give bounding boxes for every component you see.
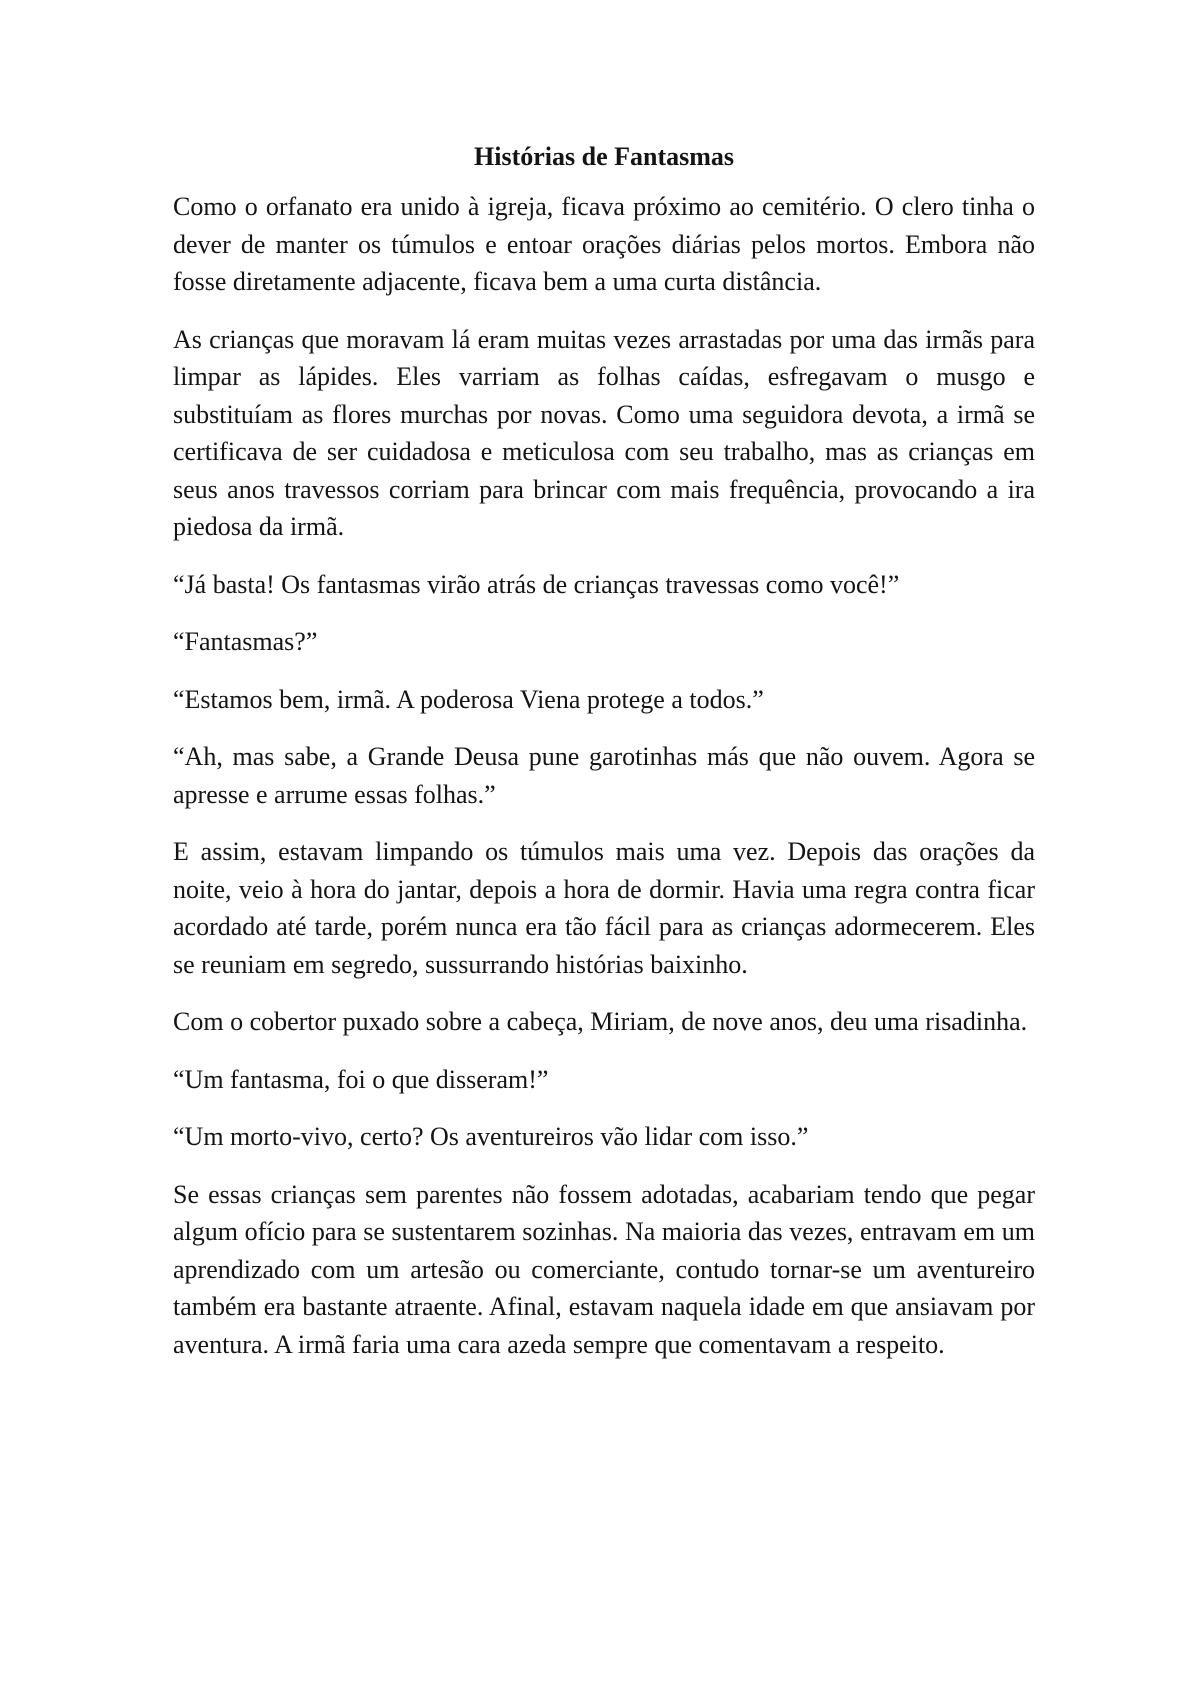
paragraph-8: Com o cobertor puxado sobre a cabeça, Miriam, de nove anos, deu uma risadinha.	[173, 1007, 1028, 1036]
paragraph-6: “Ah, mas sabe, a Grande Deusa pune garotinhas más que não ouvem. Agora se apresse e arrume essas folhas.”	[173, 742, 1035, 809]
paragraph-7: E assim, estavam limpando os túmulos mais uma vez. Depois das orações da noite, veio à hora do jantar, depois a hora de dormir. Havia uma regra contra ficar acordado até tarde, porém nunca era tão fácil para as crianças adormecerem. Eles se reuniam em segredo, sussurrando histórias baixinho.	[173, 837, 1035, 979]
paragraph-5: “Estamos bem, irmã. A poderosa Viena protege a todos.”	[173, 684, 764, 714]
paragraph-3: “Já basta! Os fantasmas virão atrás de crianças travessas como você!”	[173, 569, 900, 599]
paragraph-9: “Um fantasma, foi o que disseram!”	[173, 1064, 549, 1094]
document-body	[173, 140, 1035, 1383]
paragraph-11: Se essas crianças sem parentes não fossem adotadas, acabariam tendo que pegar algum ofício para se sustentarem sozinhas. Na maioria das vezes, entravam em um aprendizado com um artesão ou comerciante, contudo tornar-se um aventureiro também era bastante atraente. Afinal, estavam naquela idade em que ansiavam por aventura. A irmã faria uma cara azeda sempre que comentavam a respeito.	[173, 1179, 1035, 1359]
paragraph-2: As crianças que moravam lá eram muitas vezes arrastadas por uma das irmãs para limpar as lápides. Eles varriam as folhas caídas, esfregavam o musgo e substituíam as flores murchas por novas. Como uma seguidora devota, a irmã se certificava de ser cuidadosa e meticulosa com seu trabalho, mas as crianças em seus anos travessos corriam para brincar com mais frequência, provocando a ira piedosa da irmã.	[173, 324, 1035, 541]
document-title: Histórias de Fantasmas	[474, 142, 734, 171]
paragraph-1: Como o orfanato era unido à igreja, ficava próximo ao cemitério. O clero tinha o dever de manter os túmulos e entoar orações diárias pelos mortos. Embora não fosse diretamente adjacente, ficava bem a uma curta distância.	[173, 192, 1035, 296]
paragraph-4: “Fantasmas?”	[173, 627, 318, 656]
paragraph-10: “Um morto-vivo, certo? Os aventureiros vão lidar com isso.”	[173, 1122, 809, 1151]
